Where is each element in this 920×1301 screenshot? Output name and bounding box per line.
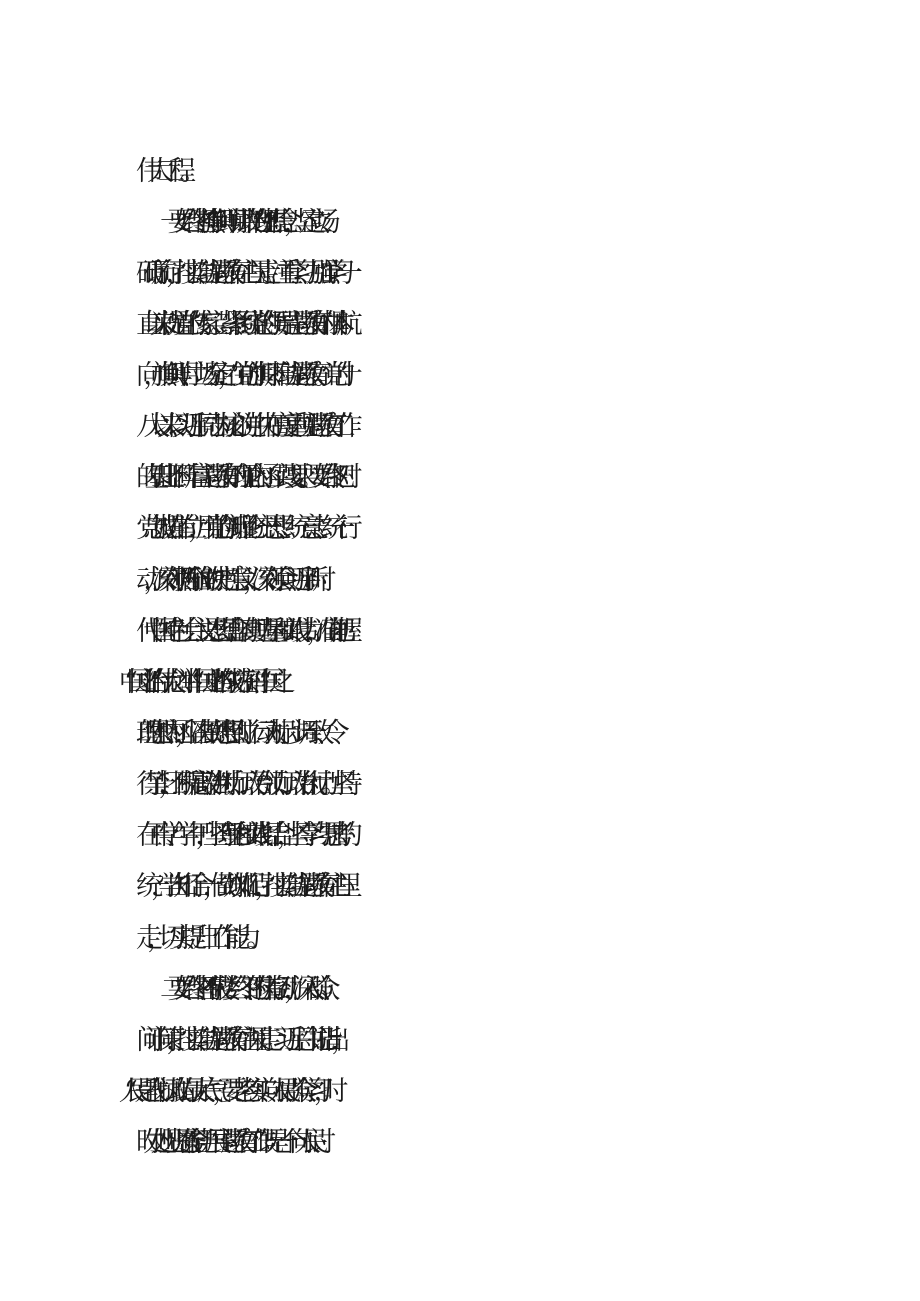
paragraph-1-first-line: 一要始终坚持“旗帜鲜明讲政治”的理想信念，坚定立场、: [160, 207, 329, 238]
text-line: 统一，学出知行合一，做到以知促行，扎实推动主题教育往心里: [136, 871, 344, 902]
text-line: 代中国特色社会主义思想蕴含的真理力量和实践伟力，准确把握: [136, 616, 344, 647]
text-line: 直以来就是党的传家宝。紧紧围绕党的领导是主题教育的根本航: [136, 309, 344, 340]
text-line: 时处处见贤思齐。”在全党开展主题教育工作既是一个向人民讨: [136, 1127, 317, 1158]
text-line: 砥砺前行，扎实推动主题教育往心里走。注重学习、加强学习一: [136, 258, 344, 289]
text-line: 党忠诚摆在首位，用党的创新理论统一思想、统一意志、统一行: [136, 513, 344, 544]
text-line: “中国之治”的伟大创举、“中国之路”的成功密码、“中国之: [124, 667, 277, 698]
text-line: 的基础上不断丰富主题教育的理论内涵、实践要求。要始终把对: [136, 462, 344, 493]
text-line: 动，深刻领悟“两个确立”的决定性意义，深刻领会习近平新时: [136, 565, 317, 596]
paragraph-2-first-line: 二要始终坚持“不破楼兰终不还”的执着韧劲，深入群众、: [160, 974, 329, 1005]
text-line: 理”的思想内涵，坚决做到思想到位、行动对标、步调一致、令: [136, 718, 331, 749]
text-line: 伟大工程。: [136, 156, 191, 187]
text-line: “人民是我们执政的最大底气，要老老实实向人民群众学习，时: [124, 1076, 330, 1107]
text-line: 行禁止，不断提高政治判断力、政治引领力、政治执行力。坚持: [136, 769, 344, 800]
text-line: 八大以来以习近平同志为核心的党中央在高度重视主题教育工作: [136, 411, 344, 442]
text-line: 向，旗帜鲜明、立场坚定，在党的旗帜下推动主题教育。党的十: [136, 360, 344, 391]
text-line: 走，切实提升工作能力。: [136, 923, 257, 954]
text-line: 问计问策，扎实推动主题教育往深里走。习近平总书记指出，: [136, 1025, 339, 1056]
text-line: 在干中学、学中干，坚持理论和实践相结合，坚持学习与思考的: [136, 820, 344, 851]
